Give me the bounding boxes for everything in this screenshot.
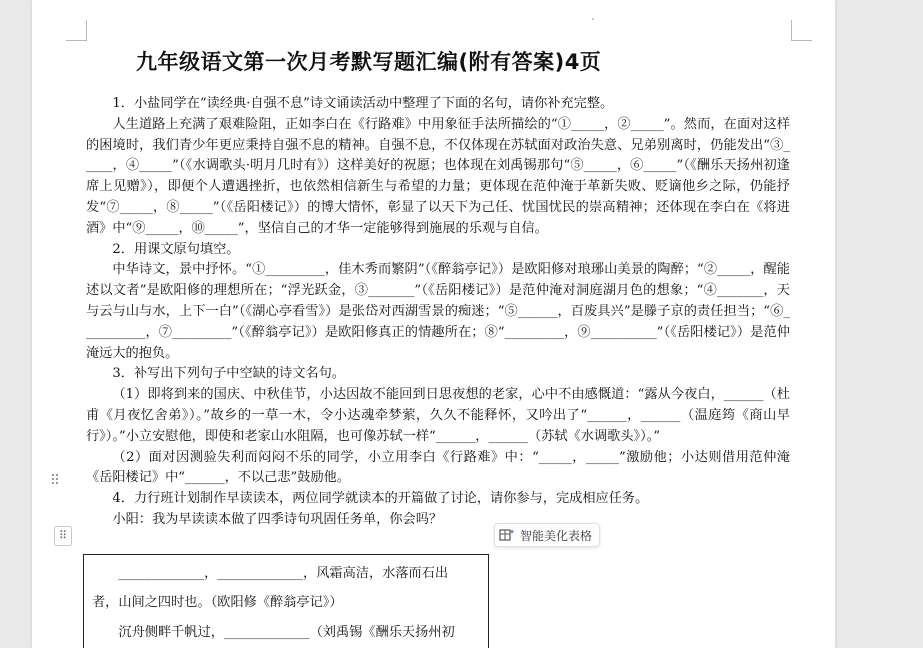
- document-body[interactable]: [86, 94, 790, 531]
- poem-fill-table[interactable]: [83, 554, 489, 648]
- cursor-dot: [592, 18, 594, 20]
- question-1-heading: 1．小盐同学在“读经典·自强不息”诗文诵读活动中整理了下面的名句，请你补充完整。: [112, 96, 614, 111]
- question-3-part-1: （1）即将到来的国庆、中秋佳节，小达因故不能回到日思夜想的老家，心中不由感慨道：“露从今夜白，______（杜甫《月夜忆舍弟》）。”故乡的一草一木，令小达魂牵梦萦，久久不能释怀，又吟出了“______，______（温庭筠《商山早行》）。”小立安慰他，即使和老家山水阻隔，也可像苏轼一样“______，______（苏轼《水调歌头》）。”: [86, 387, 790, 444]
- drag-handle-icon[interactable]: ⠿: [49, 473, 61, 489]
- question-2-heading: 2．用课文原句填空。: [112, 241, 240, 257]
- document-title: 九年级语文第一次月考默写题汇编(附有答案)4页: [136, 50, 602, 74]
- table-row: 沉舟侧畔千帆过，_____________（刘禹锡《酬乐天扬州初: [118, 625, 455, 640]
- question-2-passage: 中华诗文，景中抒怀。“①_________，佳木秀而繁阴”（《醉翁亭记》）是欧阳修对琅琊山美景的陶醉；“②_____，醒能述以文者”是欧阳修的理想所在；“浮光跃金，③_______”（《岳阳楼记》）是范仲淹对洞庭湖月色的想象；“④_______，天与云与山与水，上下一白”（《湖心亭看雪》）是张岱对西湖雪景的痴迷；“⑤______，百废具兴”是滕子京的责任担当；“⑥__________，⑦_________”（《醉翁亭记》）是欧阳修真正的情趣所在；⑧“_________，⑨__________”（《岳阳楼记》）是范仲淹远大的抱负。: [86, 262, 790, 361]
- table-handle-icon[interactable]: ⠿: [54, 526, 72, 546]
- beautify-table-label: 智能美化表格: [520, 528, 593, 543]
- document-page: [32, 0, 835, 648]
- table-sparkle-icon: [499, 528, 515, 542]
- question-4-heading: 4．力行班计划制作早读读本，两位同学就读本的开篇做了讨论，请你参与，完成相应任务。: [112, 491, 649, 507]
- question-3-heading: 3．补写出下列句子中空缺的诗文名句。: [112, 366, 345, 382]
- question-4-dialogue: 小阳：我为早读读本做了四季诗句巩固任务单，你会吗？: [112, 511, 443, 527]
- crop-mark-top-right: [791, 20, 812, 41]
- question-3-part-2: （2）面对因测验失利而闷闷不乐的同学，小立用李白《行路难》中：“_____，_____”激励他；小达则借用范仲淹《岳阳楼记》中“______，不以己悲”鼓励他。: [86, 449, 790, 486]
- beautify-table-button[interactable]: [494, 523, 600, 547]
- question-1-passage: 人生道路上充满了艰难险阻，正如李白在《行路难》中用象征手法所描绘的“①_____，②_____”。然而，在面对这样的困境时，我们青少年更应秉持自强不息的精神。自强不息，不仅体现在苏轼面对政治失意、兄弟别离时，仍能发出“③_____，④_____”（《水调歌头·明月几时有》）这样美好的祝愿；也体现在刘禹锡那句“⑤_____，⑥_____”（《酬乐天扬州初逢席上见赠》），即便个人遭遇挫折，也依然相信新生与希望的力量；更体现在范仲淹于革新失败、贬谪他乡之际，仍能抒发“⑦_____，⑧_____”（《岳阳楼记》）的博大情怀，彰显了以天下为己任、忧国忧民的崇高精神；还体现在李白在《将进酒》中“⑨_____，⑩_____”，坚信自己的才华一定能够得到施展的乐观与自信。: [86, 116, 790, 236]
- table-row: _____________，_____________，风霜高洁，水落而石出: [118, 566, 449, 581]
- table-row: 者，山间之四时也。（欧阳修《醉翁亭记》）: [92, 595, 343, 610]
- crop-mark-top-left: [66, 20, 87, 41]
